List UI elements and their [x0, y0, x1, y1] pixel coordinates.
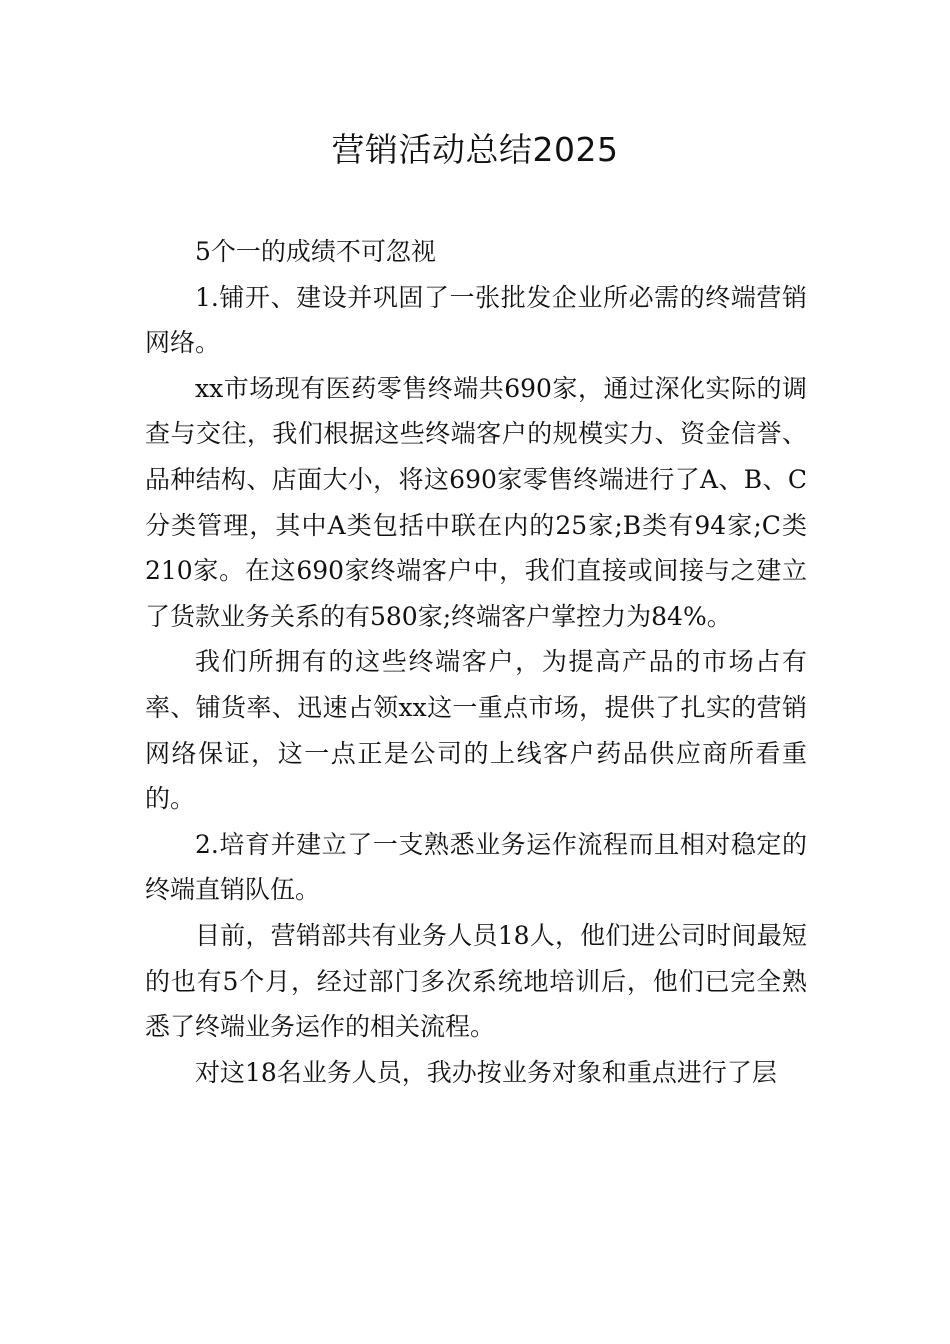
paragraph: 我们所拥有的这些终端客户，为提高产品的市场占有率、铺货率、迅速占领xx这一重点市场，提供了扎实的营销网络保证，这一点正是公司的上线客户药品供应商所看重的。 — [145, 647, 807, 814]
paragraph: xx市场现有医药零售终端共690家，通过深化实际的调查与交往，我们根据这些终端客户的规模实力、资金信誉、品种结构、店面大小，将这690家零售终端进行了A、B、C分类管理，其中A类包括中联在内的25家;B类有94家;C类210家。在这690家终端客户中，我们直接或间接与之建立了货款业务关系的有580家;终端客户掌控力为84%。 — [145, 373, 807, 631]
paragraph: 2.培育并建立了一支熟悉业务运作流程而且相对稳定的终端直销队伍。 — [145, 829, 807, 905]
paragraph: 5个一的成绩不可忽视 — [195, 237, 436, 266]
document-title: 营销活动总结2025 — [331, 130, 619, 169]
paragraph: 目前，营销部共有业务人员18人，他们进公司时间最短的也有5个月，经过部门多次系统地培训后，他们已完全熟悉了终端业务运作的相关流程。 — [145, 920, 807, 1042]
document-body — [145, 229, 807, 1095]
paragraph: 对这18名业务人员，我办按业务对象和重点进行了层 — [195, 1057, 777, 1087]
paragraph: 1.铺开、建设并巩固了一张批发企业所必需的终端营销网络。 — [145, 282, 807, 358]
